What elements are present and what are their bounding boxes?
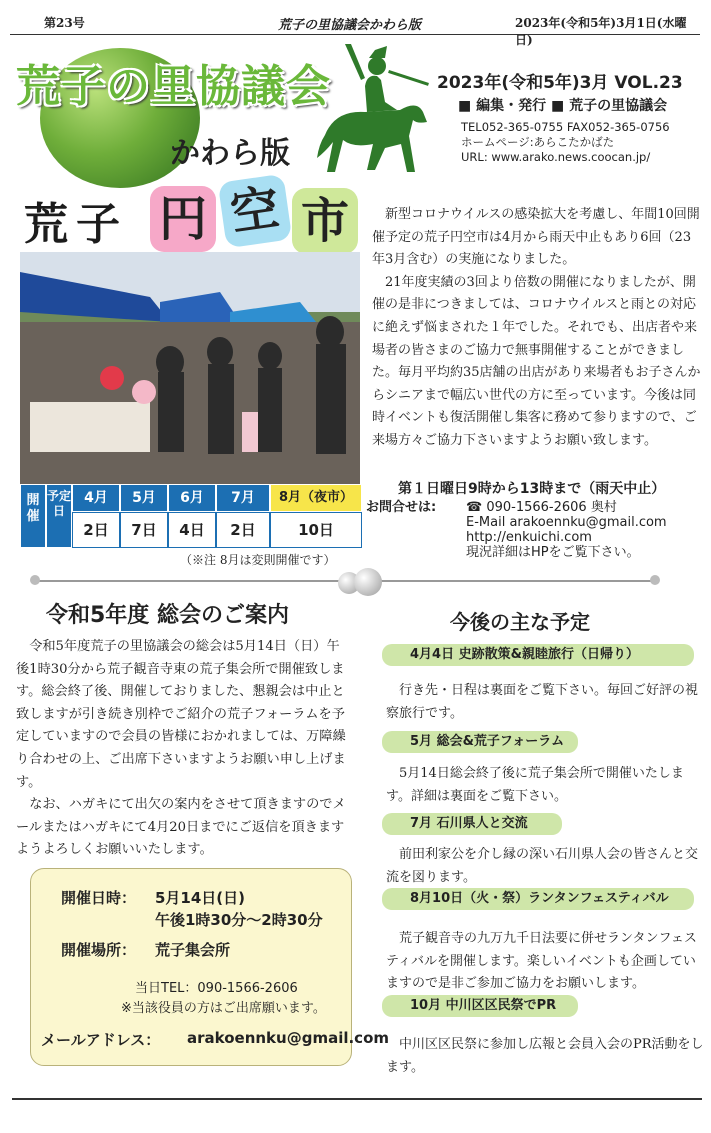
schedule-text: 前田利家公を介し縁の深い石川県人会の皆さんと交流を図ります。 <box>386 847 699 885</box>
masthead-subtitle: かわら版 <box>170 136 290 171</box>
schedule-month-apr: 4月 <box>72 484 120 512</box>
divider-dot-right <box>650 575 660 585</box>
schedule-tag-aug: 8月10日（火・祭）ランタンフェスティバル <box>382 888 694 910</box>
schedule-day-jun: 4日 <box>168 512 216 548</box>
meeting-day-tel: 当日TEL：090-1566-2606 <box>135 981 298 996</box>
inquiry-tel: ☎ 090-1566-2606 奥村 <box>466 500 617 515</box>
intro-paragraph: 新型コロナウイルスの感染拡大を考慮し、年間10回開催予定の荒子円空市は4月から雨天中止もあり6回（23年3月含む）の実施になりました。 <box>372 207 700 268</box>
market-title-char-4: 空 <box>218 174 293 249</box>
schedule-heading: 今後の主な予定 <box>450 610 590 634</box>
contact-block <box>461 120 670 165</box>
meeting-mail-value[interactable]: arakoennku@gmail.com <box>187 1029 390 1047</box>
meeting-time-value: 午後1時30分〜2時30分 <box>155 911 323 929</box>
meeting-paragraph: なお、ハガキにて出欠の案内をさせて頂きますのでメールまたはハガキにて4月20日までにご返信を頂きますようよろしくお願いいたします。 <box>16 797 346 858</box>
paper-name: 荒子の里協議会かわら版 <box>278 18 422 33</box>
meeting-body <box>16 636 346 862</box>
divider-ball-2 <box>354 568 382 596</box>
schedule-text-apr <box>386 680 704 725</box>
meeting-date-value: 5月14日(日) <box>155 889 246 907</box>
schedule-label-held: 開催 <box>20 484 46 548</box>
samurai-horse-icon <box>305 40 435 180</box>
market-title <box>18 179 360 256</box>
inquiry-website[interactable]: http://enkuichi.com <box>466 530 592 545</box>
meeting-info-box <box>30 868 390 1066</box>
masthead-title: 荒子の里協議会 <box>16 61 331 112</box>
tel-fax: TEL052-365-0755 FAX052-365-0756 <box>461 120 670 134</box>
divider-dot-left <box>30 575 40 585</box>
inquiry-email[interactable]: E-Mail arakoennku@gmail.com <box>466 515 667 530</box>
schedule-text-jul <box>386 844 704 889</box>
schedule-day-aug: 10日 <box>270 512 362 548</box>
top-bar <box>10 8 700 47</box>
url-label[interactable]: URL: www.arako.news.coocan.jp/ <box>461 150 651 164</box>
meeting-date-label: 開催日時： <box>61 889 137 907</box>
schedule-text-oct <box>386 1034 704 1079</box>
schedule-tag-jul: 7月 石川県人と交流 <box>382 813 562 835</box>
meeting-officer-note: ※当該役員の方はご出席願います。 <box>121 1001 326 1016</box>
schedule-day-jul: 2日 <box>216 512 270 548</box>
meeting-mail-label: メールアドレス： <box>41 1031 161 1049</box>
schedule-day-may: 7日 <box>120 512 168 548</box>
bottom-rule <box>12 1098 702 1100</box>
schedule-text: 荒子観音寺の九万九千日法要に併せランタンフェスティバルを開催します。楽しいイベントも企画していますので是非ご参加ご協力をお願いします。 <box>386 931 697 992</box>
volume-label: 2023年(令和5年)3月 VOL.23 <box>437 73 683 93</box>
schedule-text-may <box>386 763 704 808</box>
schedule-text: 中川区区民祭に参加し広報と会員入会のPR活動をします。 <box>386 1037 704 1075</box>
market-schedule-table <box>20 484 362 548</box>
market-intro <box>372 204 702 453</box>
schedule-month-jun: 6月 <box>168 484 216 512</box>
market-photo <box>20 252 360 484</box>
schedule-tag-may: 5月 総会&荒子フォーラム <box>382 731 578 753</box>
market-title-char-3: 円 <box>150 186 216 252</box>
schedule-text: 5月14日総会終了後に荒子集会所で開催いたします。詳細は裏面をご覧下さい。 <box>386 766 684 804</box>
schedule-month-jul: 7月 <box>216 484 270 512</box>
schedule-day-apr: 2日 <box>72 512 120 548</box>
market-title-char-5: 市 <box>292 188 358 254</box>
schedule-text: 行き先・日程は裏面をご覧下さい。毎回ご好評の視察旅行です。 <box>386 683 699 721</box>
meeting-paragraph: 令和5年度荒子の里協議会の総会は5月14日（日）午後1時30分から荒子観音寺東の荒子集会所で開催致します。総会終了後、開催しておりました、懇親会は中止と致しますが引き続き別枠でご紹介の荒子フォーラムを予定していますので会員の皆様におかれましては、万障繰り合わせの上、ご出席下さいますようお願い申し上げます。 <box>16 639 346 790</box>
schedule-tag-oct: 10月 中川区区民祭でPR <box>382 995 578 1017</box>
schedule-tag-apr: 4月4日 史跡散策&親睦旅行（日帰り） <box>382 644 694 666</box>
schedule-label-planned: 予定日 <box>46 484 72 548</box>
issue-date: 2023年(令和5年)3月1日(水曜日) <box>515 16 687 47</box>
issue-number: 第23号 <box>44 16 85 30</box>
publisher-label: ■ 編集・発行 ■ 荒子の里協議会 <box>458 98 668 114</box>
meeting-heading: 令和5年度 総会のご案内 <box>46 603 289 628</box>
schedule-text-aug <box>386 928 704 996</box>
meeting-place-label: 開催場所： <box>61 941 137 959</box>
august-note: （※注 8月は変則開催です） <box>180 553 336 567</box>
market-title-char-1: 荒 <box>24 199 68 250</box>
meeting-place-value: 荒子集会所 <box>155 941 231 959</box>
intro-paragraph: 21年度実績の3回より倍数の開催になりましたが、開催の是非につきましては、コロナウイルスと雨との対応に絶えず悩まされた１年でした。それでも、出店者や来場者の皆さまのご協力で無事開催することができました。毎月平均約35店舗の出店があり来場者もお子さんからシニアまで幅広い世代の方に至っています。今後は同時イベントも復活開催し集客に務めて参りますので、ご来場方々ご協力下さいますようお願い致します。 <box>372 274 701 448</box>
market-title-char-2: 子 <box>76 199 120 250</box>
inquiry-note: 現況詳細はHPをご覧下さい。 <box>466 545 640 560</box>
market-hours: 第１日曜日9時から13時まで（雨天中止） <box>398 481 666 497</box>
schedule-month-aug: 8月（夜市） <box>270 484 362 512</box>
inquiry-label: お問合せは: <box>366 500 437 515</box>
schedule-month-may: 5月 <box>120 484 168 512</box>
homepage-label: ホームページ:あらこたかばた <box>461 135 615 149</box>
